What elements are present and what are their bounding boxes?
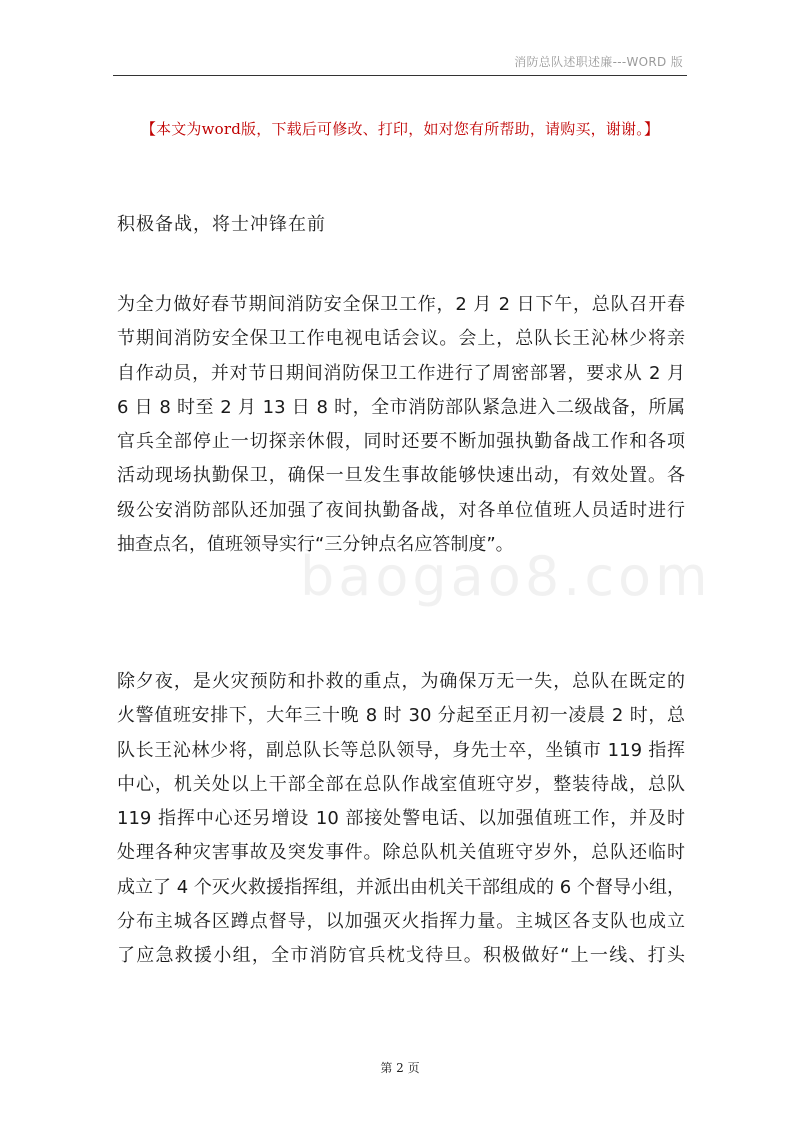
paragraph-1 xyxy=(117,288,685,562)
paragraph-line: 队长王沁林少将，副总队长等总队领导，身先士卒，坐镇市 119 指挥 xyxy=(117,739,685,761)
paragraph-line: 了应急救援小组，全市消防官兵枕戈待旦。积极做好“上一线、打头 xyxy=(117,945,685,967)
paragraph-line: 中心，机关处以上干部全部在总队作战室值班守岁，整装待战，总队 xyxy=(117,773,685,795)
paragraph-line: 活动现场执勤保卫，确保一旦发生事故能够快速出动，有效处置。各 xyxy=(117,465,685,487)
paragraph-line: 分布主城各区蹲点督导，以加强灭火指挥力量。主城区各支队也成立 xyxy=(117,911,685,933)
paragraph-line: 6 日 8 时至 2 月 13 日 8 时，全市消防部队紧急进入二级战备，所属 xyxy=(117,396,685,418)
paragraph-line: 级公安消防部队还加强了夜间执勤备战，对各单位值班人员适时进行 xyxy=(117,499,685,521)
paragraph-line: 除夕夜，是火灾预防和扑救的重点，为确保万无一失，总队在既定的 xyxy=(117,671,685,692)
paragraph-2 xyxy=(117,665,685,974)
paragraph-line: 自作动员，并对节日期间消防保卫工作进行了周密部署，要求从 2 月 xyxy=(117,362,685,384)
header-rule xyxy=(113,75,687,76)
paragraph-line: 节期间消防安全保卫工作电视电话会议。会上，总队长王沁林少将亲 xyxy=(117,328,685,350)
paragraph-line: 成立了 4 个灭火救援指挥组，并派出由机关干部组成的 6 个督导小组， xyxy=(117,876,685,898)
paragraph-line: 火警值班安排下，大年三十晚 8 时 30 分起至正月初一凌晨 2 时，总 xyxy=(117,705,685,727)
paragraph-line: 官兵全部停止一切探亲休假，同时还要不断加强执勤备战工作和各项 xyxy=(117,431,685,453)
page-number: 第 2 页 xyxy=(380,1061,420,1075)
purchase-notice: 【本文为word版，下载后可修改、打印，如对您有所帮助，请购买，谢谢。】 xyxy=(140,120,660,138)
paragraph-line: 为全力做好春节期间消防安全保卫工作，2 月 2 日下午，总队召开春 xyxy=(117,294,685,315)
watermark: baogao8.com xyxy=(300,545,712,608)
section-title: 积极备战，将士冲锋在前 xyxy=(117,214,326,235)
running-header: 消防总队述职述廉---WORD 版 xyxy=(514,55,683,69)
paragraph-line: 抽查点名，值班领导实行“三分钟点名应答制度”。 xyxy=(117,534,514,556)
paragraph-line: 119 指挥中心还另增设 10 部接处警电话、以加强值班工作，并及时 xyxy=(117,808,685,830)
paragraph-line: 处理各种灾害事故及突发事件。除总队机关值班守岁外，总队还临时 xyxy=(117,842,685,864)
